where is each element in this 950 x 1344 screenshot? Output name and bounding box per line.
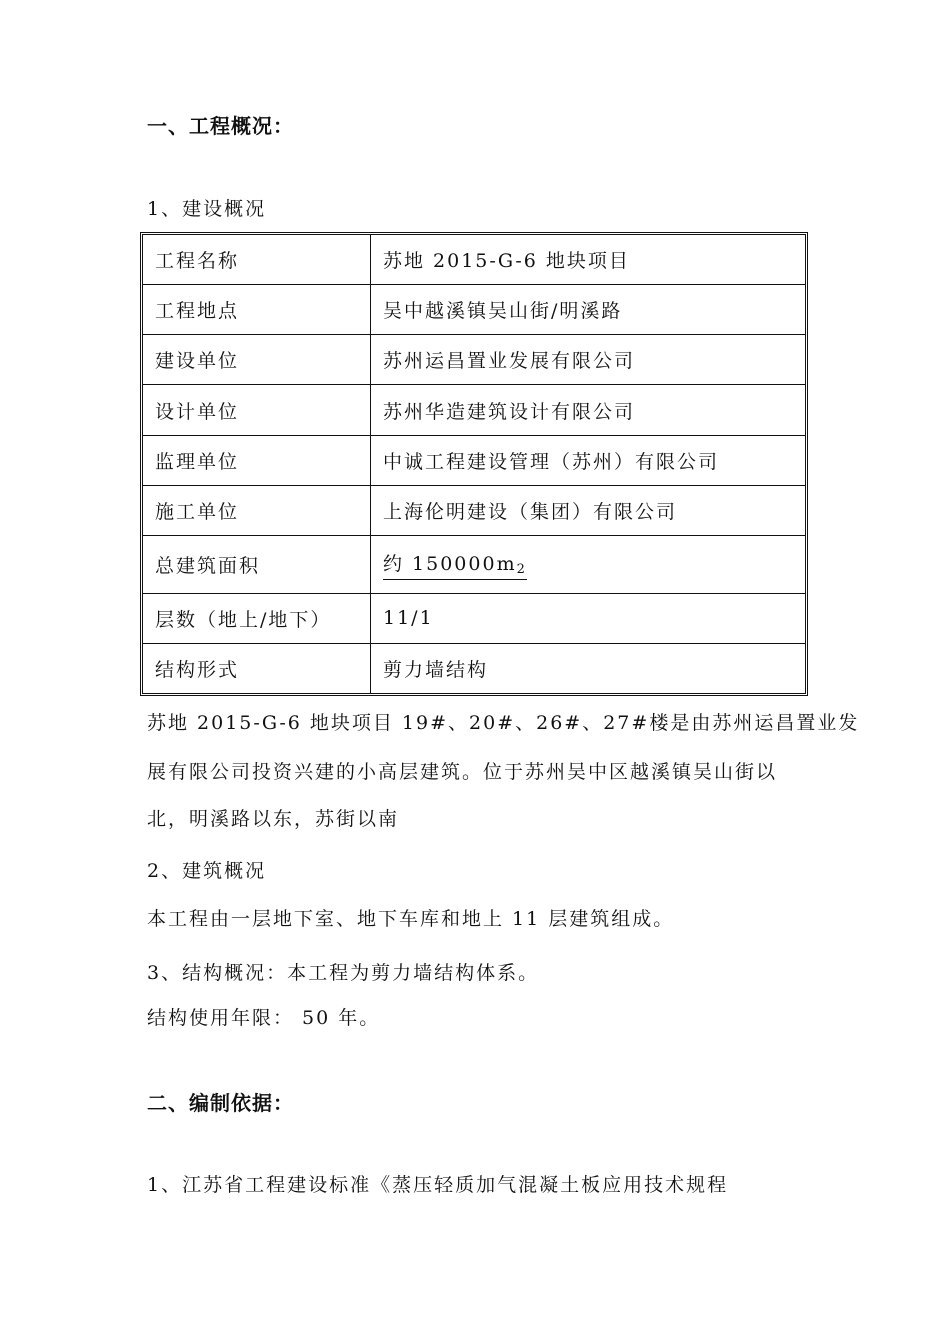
reference-item-1: 1、江苏省工程建设标准《蒸压轻质加气混凝土板应用技术规程 <box>147 1174 729 1196</box>
row-label: 施工单位 <box>143 486 371 536</box>
row-value: 苏州运昌置业发展有限公司 <box>371 335 806 385</box>
table-row <box>143 235 805 284</box>
row-label: 监理单位 <box>143 435 371 485</box>
area-value-underlined <box>383 549 527 580</box>
row-label: 设计单位 <box>143 385 371 435</box>
table-row <box>143 385 805 435</box>
subsection-3-text: 结构使用年限： 50 年。 <box>147 1007 381 1029</box>
subsection-2-text: 本工程由一层地下室、地下车库和地上 11 层建筑组成。 <box>147 908 675 930</box>
row-label: 总建筑面积 <box>143 536 371 593</box>
row-value: 上海伦明建设（集团）有限公司 <box>371 486 806 536</box>
paragraph-line-1: 苏地 2015-G-6 地块项目 19#、20#、26#、27#楼是由苏州运昌置业发 <box>147 712 860 734</box>
row-label: 建设单位 <box>143 335 371 385</box>
row-label: 工程地点 <box>143 284 371 334</box>
table-row <box>143 644 805 693</box>
table-row <box>143 284 805 334</box>
paragraph-line-2: 展有限公司投资兴建的小高层建筑。位于苏州吴中区越溪镇吴山街以 <box>147 761 778 783</box>
row-value: 中诚工程建设管理（苏州）有限公司 <box>371 435 806 485</box>
area-unit-superscript: 2 <box>516 562 527 578</box>
table-row <box>143 486 805 536</box>
row-value: 吴中越溪镇吴山街/明溪路 <box>371 284 806 334</box>
paragraph-line-3: 北，明溪路以东，苏街以南 <box>147 808 400 830</box>
row-value: 11/1 <box>371 593 806 643</box>
area-value-text: 约 150000m <box>383 553 517 576</box>
section-2-heading: 二、编制依据： <box>147 1091 294 1115</box>
table-row <box>143 435 805 485</box>
table-row <box>143 536 805 593</box>
subsection-3-title: 3、结构概况：本工程为剪力墙结构体系。 <box>147 962 540 984</box>
row-value <box>371 536 806 593</box>
row-label: 工程名称 <box>143 235 371 284</box>
row-label: 层数（地上/地下） <box>143 593 371 643</box>
table-row <box>143 335 805 385</box>
row-value: 剪力墙结构 <box>371 644 806 693</box>
subsection-1-title: 1、建设概况 <box>147 198 267 220</box>
row-value: 苏州华造建筑设计有限公司 <box>371 385 806 435</box>
section-1-heading: 一、工程概况： <box>147 114 294 138</box>
project-overview-table <box>140 232 808 696</box>
table-row <box>143 593 805 643</box>
row-label: 结构形式 <box>143 644 371 693</box>
subsection-2-title: 2、建筑概况 <box>147 860 267 882</box>
row-value: 苏地 2015-G-6 地块项目 <box>371 235 806 284</box>
